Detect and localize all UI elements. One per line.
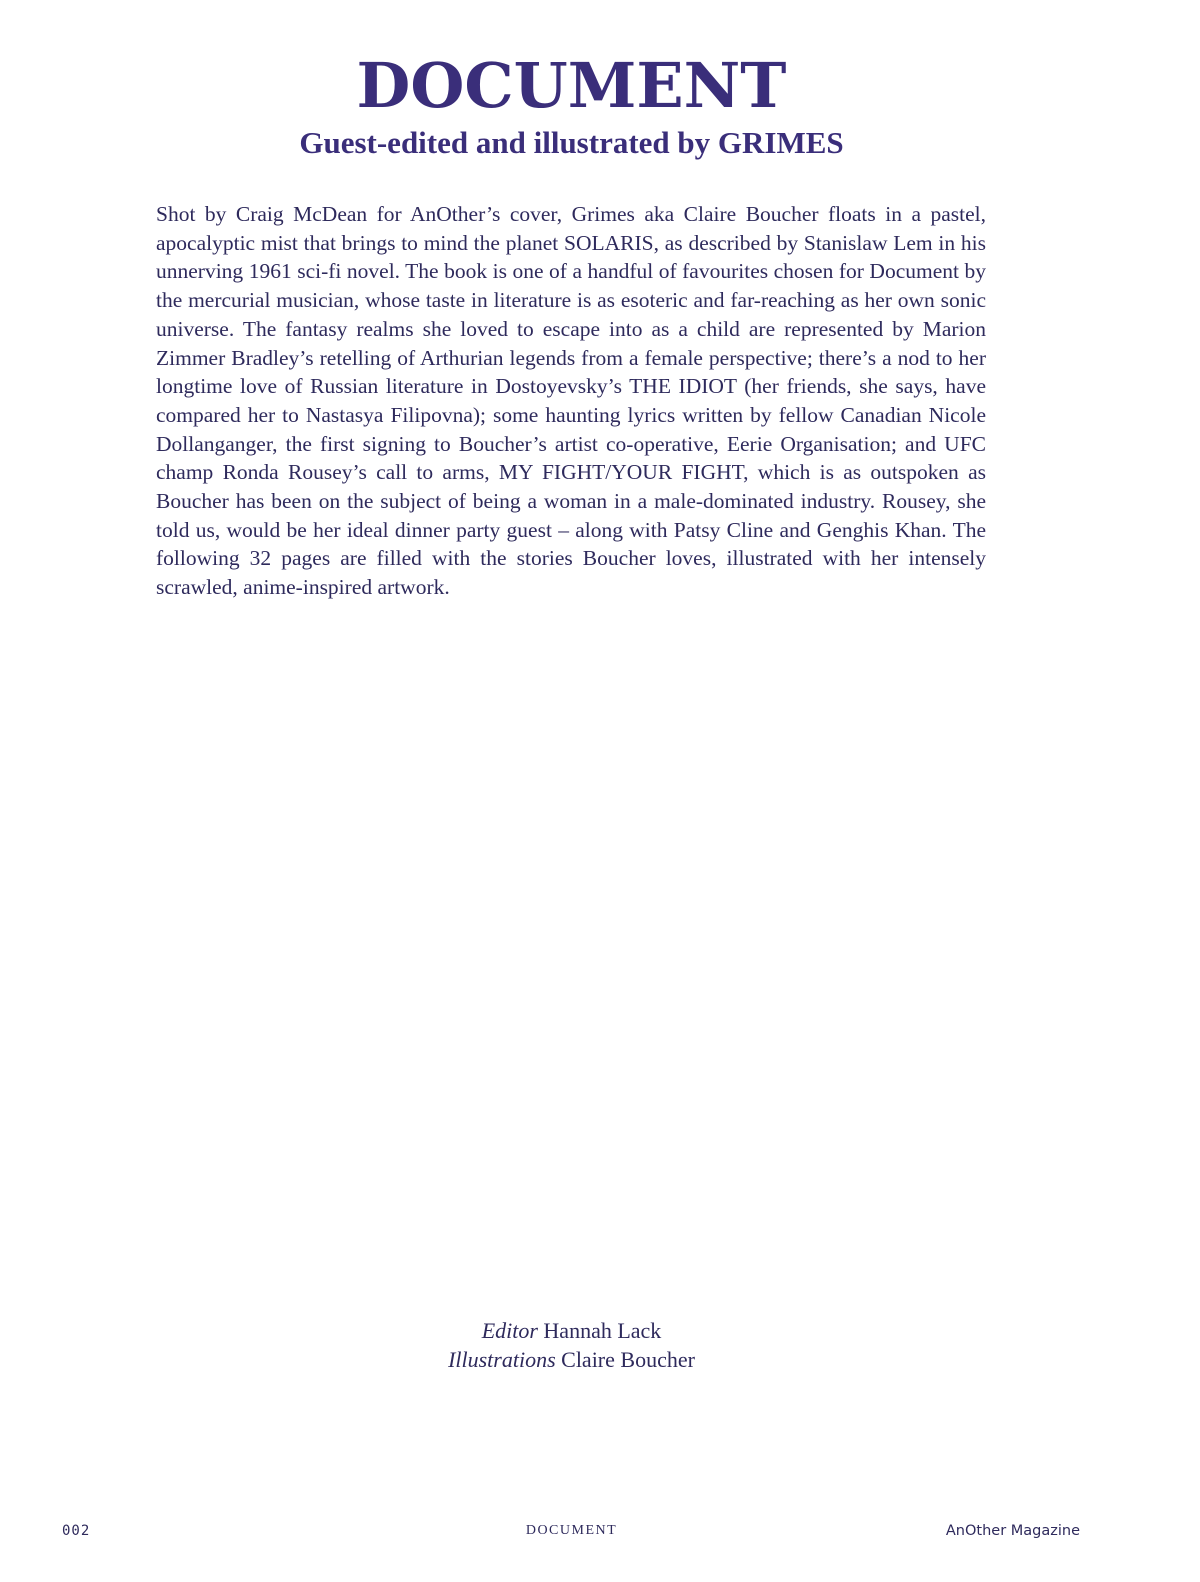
page-title: DOCUMENT — [356, 49, 787, 122]
credit-name: Hannah Lack — [543, 1318, 662, 1343]
credit-illustrations — [0, 1345, 1143, 1374]
footer-section-name: DOCUMENT — [525, 1523, 618, 1538]
page-subtitle: Guest-edited and illustrated by GRIMES — [299, 125, 844, 160]
credit-role: Illustrations — [448, 1347, 556, 1372]
article-body: Shot by Craig McDean for AnOther’s cover, Grimes aka Claire Boucher floats in a pastel, apocalyptic mist that brings to mind the planet SOLARIS, as described by Stanislaw Lem in his unnerving 1961 sci-fi novel. The book is one of a handful of favourites chosen for Document by the mercurial musician, whose taste in literature is as esoteric and far-reaching as her own sonic universe. The fantasy realms she loved to escape into as a child are represented by Marion Zimmer Bradley’s retelling of Arthurian legends from a female perspective; there’s a nod to her longtime love of Russian literature in Dostoyevsky’s THE IDIOT (her friends, she says, have compared her to Nastasya Filipovna); some haunting lyrics written by fellow Canadian Nicole Dollanganger, the first signing to Boucher’s artist co-operative, Eerie Organisation; and UFC champ Ronda Rousey’s call to arms, MY FIGHT/YOUR FIGHT, which is as outspoken as Boucher has been on the subject of being a woman in a male-dominated industry. Rousey, she told us, would be her ideal dinner party guest – along with Patsy Cline and Genghis Khan. The following 32 pages are filled with the stories Boucher loves, illustrated with her intensely scrawled, anime-inspired artwork. — [156, 202, 986, 600]
page-number: 002 — [62, 1523, 91, 1539]
footer-publication-name: AnOther Magazine — [945, 1523, 1080, 1539]
credit-editor — [0, 1316, 1143, 1345]
credits — [0, 1316, 1143, 1374]
page-footer — [0, 1521, 1200, 1543]
credit-role: Editor — [481, 1318, 538, 1343]
credit-name: Claire Boucher — [561, 1347, 695, 1372]
